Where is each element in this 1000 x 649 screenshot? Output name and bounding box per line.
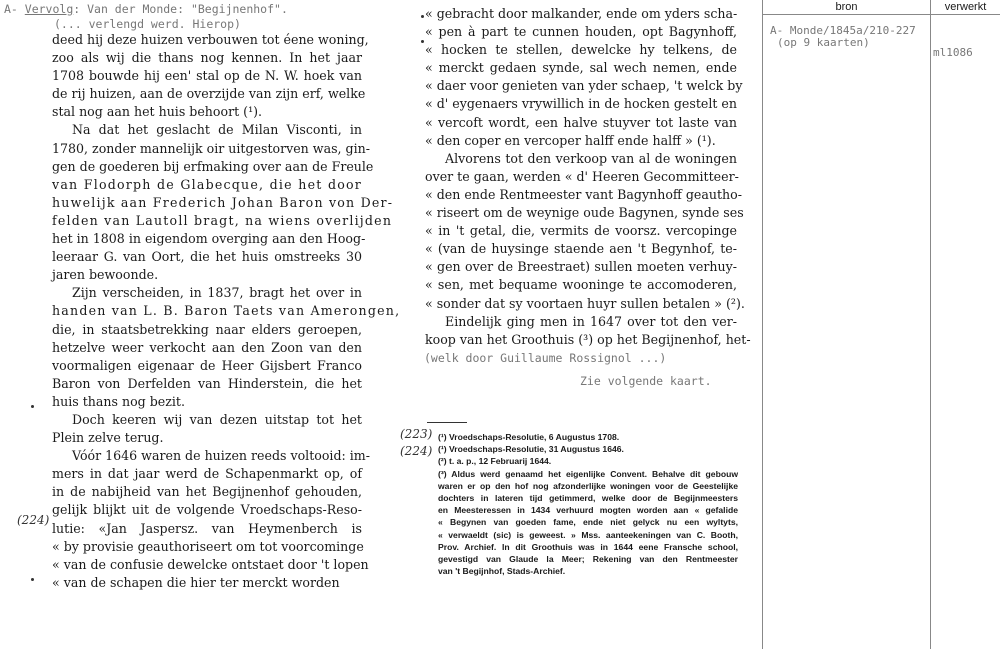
- margin-note-224: (224): [17, 513, 50, 527]
- text-line: hetzelve weer verkocht aan den Zoon van den: [52, 339, 362, 355]
- card-header: [4, 2, 288, 16]
- footnotes: [438, 431, 738, 577]
- text-line: « den coper en vercoper halff ende halff » (¹).: [425, 132, 716, 148]
- text-line: huwelijk aan Frederich Johan Baron von Der-: [52, 194, 394, 210]
- text-line: « sonder dat sy voortaen huyr sullen betalen » (²).: [425, 295, 745, 311]
- text-line: van Flodorph de Glabecque, die het door: [52, 176, 362, 192]
- text-line: Eindelijk ging men in 1647 over tot den ver-: [445, 313, 737, 329]
- text-line: « den ende Rentmeester vant Bagynhoff geautho-: [425, 186, 743, 202]
- footnote-line: van 't Begijnhof, Stads-Archief.: [438, 566, 566, 577]
- text-line: die, in staatsbetrekking naar elders geroepen,: [52, 321, 362, 337]
- text-line: in de nabijheid van het Begijnenhof gehouden,: [52, 484, 362, 500]
- paper-speck: [31, 405, 34, 408]
- typed-next-card: Zie volgende kaart.: [580, 374, 712, 388]
- footnote-line: Prov. Archief. In dit Groothuis was in 1644 eene Fransche school,: [438, 541, 738, 552]
- typed-continuation: (welk door Guillaume Rossignol ...): [424, 351, 667, 365]
- footnote-line: waren er op den hof nog afzonderlijke woningen voor de Geestelijke: [438, 480, 738, 491]
- text-line: jaren bewoonde.: [52, 267, 159, 283]
- text-line: lutie: «Jan Jaspersz. van Heymenberch is: [52, 520, 362, 536]
- text-line: 1780, zonder mannelijk oir uitgestorven was, gin-: [52, 140, 371, 156]
- text-line: het in 1808 in eigendom overging aan den Hoog-: [52, 231, 366, 247]
- footnote-line: (²) t. a. p., 12 Februarij 1644.: [438, 456, 552, 467]
- text-line: Plein zelve terug.: [52, 430, 164, 446]
- text-line: « by provisie geauthoriseert om tot voorcominge: [52, 538, 364, 554]
- text-line: koop van het Groothuis (³) op het Begijnenhof, het-: [425, 331, 751, 347]
- text-line: « daer voor genieten van yder schaep, 't welck by: [425, 78, 743, 94]
- footnote-line: « verwaeldt (sic) is geweest. » Mss. aanteekeningen van C. Booth,: [438, 529, 738, 540]
- text-line: 1708 bouwde hij een' stal op de N. W. hoek van: [52, 68, 362, 84]
- footnote-line: dochters in lateren tijd getimmerd, welke door de Begijnmeesters: [438, 493, 738, 504]
- text-line: « gen over de Breestraet) sullen moeten verhuy-: [425, 259, 737, 275]
- catalog-table: [762, 0, 1000, 649]
- header-verwerkt: verwerkt: [931, 0, 1000, 15]
- text-line: mers in dat jaar werd de Schapenmarkt op, of: [52, 466, 362, 482]
- text-line: Doch keeren wij van dezen uitstap tot het: [72, 411, 362, 427]
- text-line: deed hij deze huizen verbouwen tot éene woning,: [52, 32, 369, 47]
- text-line: de rij huizen, aan de overzijde van zijn erf, welke: [52, 86, 366, 102]
- header-prefix: A-: [4, 2, 25, 16]
- column-divider: [930, 0, 931, 649]
- footnote-line: en Meesteressen in 1434 verhuurd mogten worden aan « gefalide: [438, 505, 738, 516]
- header-title: : Van der Monde: "Begijnenhof".: [73, 2, 288, 16]
- verwerkt-id: ml1086: [933, 46, 973, 59]
- margin-note-223: (223): [400, 427, 433, 441]
- right-column: [425, 5, 751, 349]
- text-line: « d' eygenaers vrywillich in de hocken gestelt en: [425, 96, 737, 112]
- text-line: Na dat het geslacht de Milan Visconti, in: [72, 122, 362, 138]
- left-column: [52, 31, 401, 592]
- footnote-line: (³) Aldus werd genaamd het eigenlijke Convent. Behalve dit gebouw: [438, 468, 738, 479]
- text-line: « van de schapen die hier ter merckt worden: [52, 574, 340, 590]
- header-vervolg: Vervolg: [24, 2, 74, 16]
- paper-speck: [31, 578, 34, 581]
- margin-note-224-footnote: (224): [400, 444, 433, 458]
- text-line: Baron von Derfelden van Hinderstein, die het: [52, 375, 362, 391]
- text-line: « sen, met bequame wooninge te accomoderen,: [425, 277, 737, 293]
- text-line: « vercoft wordt, een halve stuyver tot laste van: [425, 114, 737, 130]
- paper-speck: [421, 40, 424, 43]
- text-line: gelijk blijkt uit de volgende Vroedschaps-Reso-: [52, 502, 362, 518]
- footnote-line: (¹) Vroedschaps-Resolutie, 31 Augustus 1646.: [438, 444, 624, 455]
- text-line: handen van L. B. Baron Taets van Amerongen,: [52, 303, 401, 319]
- text-line: voormaligen eigenaar de Heer Gijsbert Franco: [52, 357, 362, 373]
- bron-source: A- Monde/1845a/210-227: [770, 24, 916, 37]
- text-line: « pen à part te cunnen houden, opt Bagynhoff,: [425, 24, 737, 40]
- text-line: « gebracht door malkander, ende om yders scha-: [425, 6, 738, 21]
- text-line: leeraar G. van Oort, die het huis omstreeks 30: [52, 249, 362, 265]
- text-line: « van de confusie dewelcke ontstaet door 't lopen: [52, 556, 369, 572]
- text-line: Alvorens tot den verkoop van al de woningen: [445, 150, 737, 166]
- text-line: « riseert om de weynige oude Bagynen, synde ses: [425, 205, 744, 221]
- bron-card-count: (op 9 kaarten): [777, 36, 870, 49]
- paper-speck: [421, 15, 424, 18]
- text-line: Zijn verscheiden, in 1837, bragt het over in: [72, 285, 362, 301]
- text-line: « (van de huysinge staende aen 't Begynhof, te-: [425, 241, 737, 257]
- footnote-line: « Begynen van goeden fame, ende niet gelyck nu een wyltyts,: [438, 517, 738, 528]
- text-line: « in 't getal, die, vermits de voorsz. vercopinge: [425, 223, 737, 239]
- header-bron: bron: [763, 0, 931, 15]
- footnote-line: (¹) Vroedschaps-Resolutie, 6 Augustus 1708.: [438, 432, 620, 442]
- text-line: zoo als wij die thans nog kennen. In het jaar: [52, 50, 362, 66]
- footnote-rule: [427, 422, 467, 423]
- text-line: huis thans nog bezit.: [52, 393, 185, 409]
- text-line: stal nog aan het huis behoort (¹).: [52, 104, 263, 120]
- text-line: gen de goederen bij erfmaking over aan de Freule: [52, 158, 374, 174]
- text-line: « merckt gedaen synde, sal wech nemen, ende: [425, 60, 737, 76]
- text-line: Vóór 1646 waren de huizen reeds voltooid: im-: [72, 448, 370, 464]
- footnote-line: gevestigd van Glaude la Meer; Rekening van den Rentmeester: [438, 554, 738, 565]
- text-line: over te gaan, werden « d' Heeren Gecommitteer-: [425, 168, 739, 184]
- text-line: felden van Lautoll bragt, na wiens overlijden: [52, 212, 393, 228]
- text-line: « hocken te stellen, dewelcke hy telkens, de: [425, 42, 737, 58]
- header-continuation: (... verlengd werd. Hierop): [54, 17, 241, 31]
